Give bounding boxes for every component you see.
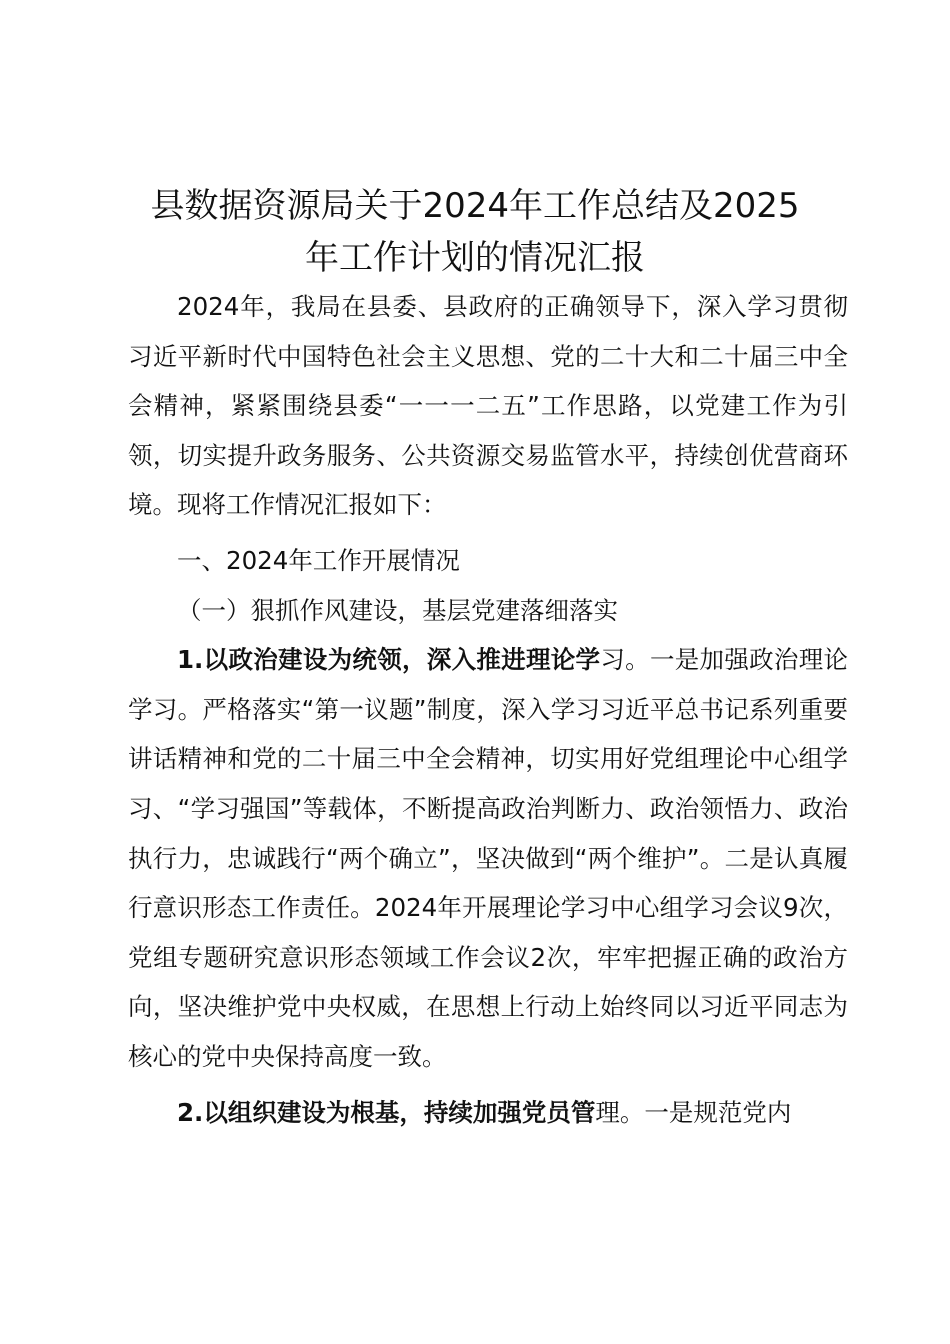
document-title	[90, 180, 860, 284]
item-2-text: 理。一是规范党内	[595, 1097, 792, 1127]
section-heading: 一、2024年工作开展情况	[177, 545, 460, 575]
item-2-paragraph	[128, 1088, 848, 1138]
title-line-2: 年工作计划的情况汇报	[305, 238, 645, 278]
item-1-text: 习。一是加强政治理论学习。严格落实“第一议题”制度，深入学习习近平总书记系列重要讲话精神和党的二十届三中全会精神，切实用好党组理论中心组学习、“学习强国”等载体，不断提高政治判断力、政治领悟力、政治执行力，忠诚践行“两个确立”，坚决做到“两个维护”。二是认真履行意识形态工作责任。2024年开展理论学习中心组学习会议9次，党组专题研究意识形态领域工作会议2次，牢牢把握正确的政治方向，坚决维护党中央权威，在思想上行动上始终同以习近平同志为核心的党中央保持高度一致。	[128, 645, 849, 1071]
title-line-1: 县数据资源局关于2024年工作总结及2025	[150, 186, 800, 226]
item-1-bold-heading: 1.以政治建设为统领，深入推进理论学	[177, 645, 601, 675]
document-body	[128, 282, 848, 1137]
intro-paragraph: 2024年，我局在县委、县政府的正确领导下，深入学习贯彻习近平新时代中国特色社会主义思想、党的二十大和二十届三中全会精神，紧紧围绕县委“一一一二五”工作思路，以党建工作为引领，切实提升政务服务、公共资源交易监管水平，持续创优营商环境。现将工作情况汇报如下：	[128, 292, 848, 520]
item-2-bold-heading: 2.以组织建设为根基，持续加强党员管	[177, 1097, 596, 1127]
item-1-paragraph	[128, 635, 848, 1081]
subsection-heading: （一）狠抓作风建设，基层党建落细落实	[177, 595, 618, 625]
